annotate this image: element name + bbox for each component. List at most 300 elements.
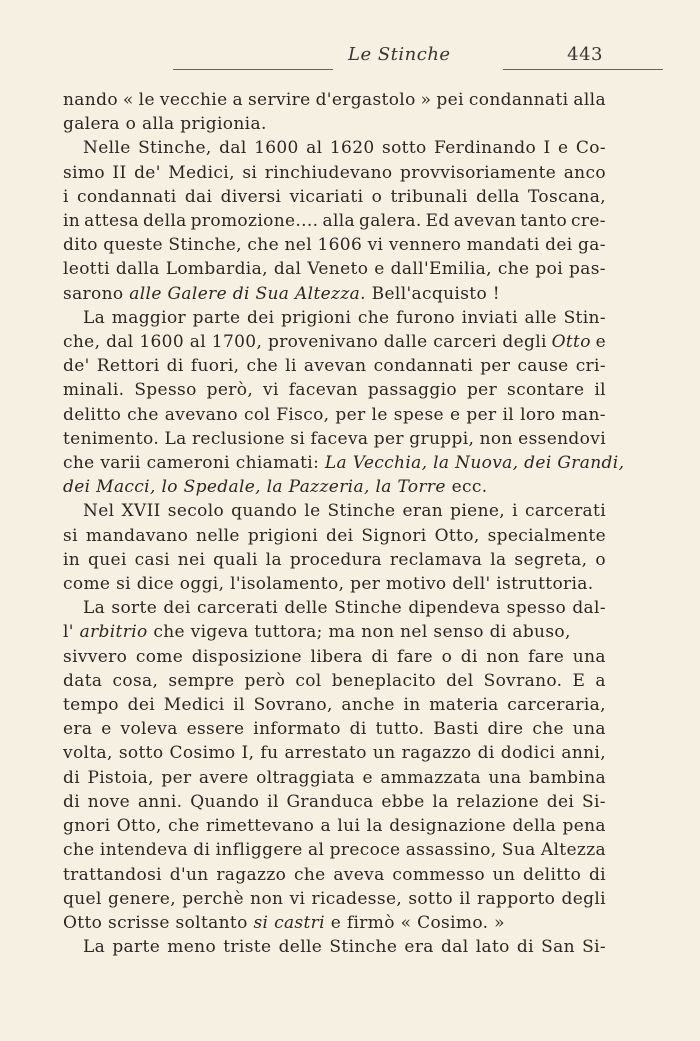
word: lui (337, 816, 361, 837)
word: le (371, 404, 388, 425)
word: si (242, 162, 258, 183)
word: Stin- (563, 307, 606, 328)
word: a (320, 816, 332, 837)
word: di (63, 767, 81, 788)
word: pas- (568, 259, 606, 280)
word: sivvero (63, 646, 128, 667)
word: vi (263, 380, 279, 401)
word: avere (198, 767, 249, 788)
word: che (246, 356, 279, 377)
text-line (63, 185, 606, 209)
word: tutto. (375, 719, 425, 740)
word: e (362, 767, 373, 788)
word: Co- (575, 138, 606, 159)
word: anche (341, 695, 395, 716)
word: dei (163, 598, 191, 619)
word: col (295, 670, 322, 691)
word: un (372, 743, 396, 764)
word: scontare (507, 380, 585, 401)
word: che (168, 816, 200, 837)
word: dei (326, 525, 354, 546)
word: Stinche (329, 937, 398, 958)
word: avevano (164, 404, 238, 425)
word: dipendeva (408, 598, 501, 619)
word: o (371, 186, 383, 207)
word: infliggere (215, 840, 303, 861)
text-line (63, 935, 606, 959)
word: inviati (461, 307, 518, 328)
word: Sua (501, 840, 536, 861)
text-line: sarono alle Galere di Sua Altezza. Bell'acquisto ! (63, 283, 500, 304)
word: carcerati (197, 598, 279, 619)
word: nei (177, 549, 206, 570)
word: rapporto (477, 888, 556, 909)
word: loro (520, 404, 556, 425)
word: essere (186, 719, 245, 740)
word: Nel (83, 501, 115, 522)
word: prigioni (247, 525, 319, 546)
word: Ed (425, 211, 450, 232)
word: di (588, 864, 606, 885)
word: in (63, 549, 81, 570)
word: Altezza (540, 840, 606, 861)
word: disposizione (191, 646, 302, 667)
word: reclusione (191, 428, 285, 449)
word: quando (231, 501, 298, 522)
word: dal- (572, 598, 606, 619)
word: di (166, 356, 184, 377)
word: tempo (63, 695, 119, 716)
word: dodici (500, 743, 556, 764)
text-line (63, 354, 606, 378)
text-line: come si dice oggi, l'isolamento, per motivo dell' istruttoria. (63, 574, 594, 595)
word: avevan (303, 356, 367, 377)
word: facevan (288, 380, 358, 401)
word: una (572, 719, 606, 740)
word: leotti (63, 259, 110, 280)
word: Sovrano. (483, 670, 563, 691)
word: Toscana, (528, 186, 606, 207)
word: della (512, 816, 557, 837)
word: reclamava (389, 549, 483, 570)
text-line (63, 378, 606, 402)
word: che (63, 840, 95, 861)
italic-text: alle Galere di Sua Altezza. (129, 283, 366, 304)
text-line (63, 838, 606, 862)
word: Granduca (286, 791, 374, 812)
word: le (138, 90, 155, 110)
word: trattandosi (63, 864, 162, 885)
text-line (63, 427, 606, 451)
word: promozione.... (190, 211, 319, 232)
word: diversi (220, 186, 282, 207)
word: Si- (582, 937, 606, 958)
word: delitto (523, 864, 582, 885)
word: i (63, 186, 69, 207)
word: « (122, 90, 134, 110)
word: Fisco, (276, 404, 330, 425)
word: Cosimo (169, 743, 236, 764)
word: Si- (581, 791, 606, 812)
word: passaggio (367, 380, 458, 401)
word: di (63, 791, 81, 812)
text-line (63, 790, 606, 814)
word: dall'Emilia, (390, 259, 492, 280)
word: come (135, 646, 184, 667)
italic-text: La Vecchia, la Nuova, dei Grandi, (324, 453, 625, 474)
word: dei (546, 791, 575, 812)
word: man- (561, 404, 606, 425)
word: furono (396, 307, 455, 328)
word: delle (278, 937, 323, 958)
word: era (404, 937, 434, 958)
word: faceva (310, 428, 369, 449)
word: per (466, 380, 498, 401)
word: la (366, 816, 383, 837)
word: nove (87, 791, 131, 812)
italic-text: Otto (551, 332, 591, 353)
word: assassino, (405, 840, 497, 861)
text-line (63, 741, 606, 765)
word: nando (63, 90, 118, 110)
text-line (63, 306, 606, 330)
word: data (63, 670, 103, 691)
text-line (63, 209, 606, 233)
word: piene, (450, 501, 506, 522)
text-line: dei Macci, lo Spedale, la Pazzeria, la Torre ecc. (63, 477, 488, 498)
word: provvisoriamente (400, 162, 557, 183)
word: II (112, 162, 127, 183)
word: fare (396, 646, 433, 667)
word: col (243, 404, 271, 425)
word: il (267, 791, 279, 812)
word: il (233, 695, 245, 716)
word: vicariati (289, 186, 364, 207)
text-line: l' arbitrio che vigeva tuttora; ma non nel senso di abuso, (63, 622, 571, 643)
word: degli (561, 888, 606, 909)
word: Stinche (327, 501, 396, 522)
word: Medici, (168, 162, 235, 183)
word: un (492, 864, 516, 885)
word: Pistoia, (87, 767, 154, 788)
word: di (349, 719, 367, 740)
italic-text: si castri (253, 912, 325, 933)
word: condannati (468, 90, 569, 110)
word: era (63, 719, 93, 740)
text-line (63, 233, 606, 257)
word: sotto (408, 888, 453, 909)
word: mandati (466, 235, 540, 256)
word: La (83, 307, 106, 328)
word: per (373, 428, 404, 449)
word: che (532, 719, 564, 740)
word: però, (206, 380, 254, 401)
word: ammazzata (380, 767, 482, 788)
word: Medici (163, 695, 225, 716)
word: oltraggiata (256, 767, 356, 788)
word: dito (63, 235, 98, 256)
word: carceraria, (507, 695, 606, 716)
text-line: Otto scrisse soltanto si castri e firmò « Cosimo. » (63, 912, 505, 933)
word: essendovi (518, 428, 606, 449)
word: che (497, 259, 530, 280)
word: della (142, 211, 187, 232)
word: cause (517, 356, 569, 377)
text-line (63, 766, 606, 790)
page-header (63, 40, 603, 80)
word: Sovrano, (253, 695, 333, 716)
text-line (63, 669, 606, 693)
word: si (290, 428, 306, 449)
text-line (63, 596, 606, 620)
word: il (502, 404, 515, 425)
word: non (479, 428, 513, 449)
word: lato (475, 937, 510, 958)
word: rinchiudevano (264, 162, 393, 183)
word: cosa, (112, 670, 159, 691)
word: poi (535, 259, 563, 280)
word: prigioni (281, 307, 352, 328)
word: gnori (63, 816, 111, 837)
word: ga- (578, 235, 606, 256)
word: triste (223, 937, 272, 958)
text-line (63, 524, 606, 548)
word: eran (402, 501, 444, 522)
word: di (516, 937, 534, 958)
header-rule-left (173, 69, 333, 70)
word: le (304, 501, 321, 522)
word: designazione (389, 816, 507, 837)
word: alla (322, 211, 355, 232)
word: vi (289, 888, 306, 909)
word: del (446, 670, 474, 691)
word: alla (573, 90, 606, 110)
text-line (63, 814, 606, 838)
word: che (293, 864, 326, 885)
word: delle (284, 598, 328, 619)
word: La (83, 937, 106, 958)
word: nelle (196, 525, 240, 546)
word: in (403, 695, 421, 716)
word: di (460, 646, 478, 667)
word: una (488, 767, 522, 788)
word: Nelle (83, 138, 131, 159)
word: ricadesse, (311, 888, 403, 909)
word: beneplacito (331, 670, 436, 691)
word: anni, (561, 743, 606, 764)
word: Rettori (96, 356, 160, 377)
word: bambina (528, 767, 606, 788)
word: segreta, (514, 549, 588, 570)
word: Otto, (434, 525, 480, 546)
word: che (357, 307, 390, 328)
text-line (63, 257, 606, 281)
word: la (432, 791, 449, 812)
word: dal (440, 937, 469, 958)
word: simo (63, 162, 105, 183)
word: materia (429, 695, 499, 716)
word: » (420, 90, 432, 110)
word: spese (393, 404, 444, 425)
body-text (63, 88, 625, 959)
word: a (595, 670, 606, 691)
word: perchè (182, 888, 244, 909)
word: cri- (575, 356, 606, 377)
word: e (374, 259, 385, 280)
word: delitto (63, 404, 122, 425)
italic-text: arbitrio (79, 622, 148, 643)
word: 1600 (254, 138, 299, 159)
word: tenimento. (63, 428, 160, 449)
word: servire (247, 90, 311, 110)
text-line (63, 717, 606, 741)
word: d'un (169, 864, 209, 885)
word: attesa (84, 211, 139, 232)
word: volta, (63, 743, 113, 764)
word: dei (545, 235, 573, 256)
word: Ferdinando (434, 138, 537, 159)
word: e (558, 138, 569, 159)
word: sotto (382, 138, 427, 159)
word: che (247, 235, 280, 256)
word: maggior (111, 307, 187, 328)
word: vecchie (159, 90, 228, 110)
word: pena (562, 816, 606, 837)
word: anni. (137, 791, 183, 812)
word: condannati (77, 186, 177, 207)
word: il (459, 888, 471, 909)
header-rule-right (503, 69, 663, 70)
word: sempre (168, 670, 235, 691)
word: Otto, (116, 816, 162, 837)
word: La (83, 598, 106, 619)
word: ragazzo (401, 743, 472, 764)
word: ebbe (381, 791, 425, 812)
word: di (477, 743, 495, 764)
word: però (244, 670, 286, 691)
word: a (232, 90, 243, 110)
word: per (480, 356, 511, 377)
word: gruppi, (409, 428, 475, 449)
word: anco (563, 162, 606, 183)
word: procedura (289, 549, 382, 570)
word: o (595, 549, 606, 570)
word: ragazzo (216, 864, 287, 885)
word: di (371, 646, 389, 667)
word: voleva (120, 719, 178, 740)
word: parte (112, 937, 161, 958)
word: queste (103, 235, 163, 256)
word: mandavano (85, 525, 189, 546)
word: quel (63, 888, 102, 909)
word: intendeva (99, 840, 188, 861)
page-number: 443 (567, 44, 603, 65)
word: la (490, 549, 507, 570)
word: de' (63, 356, 90, 377)
italic-text: dei Macci, lo Spedale, la Pazzeria, la Torre (63, 477, 446, 498)
word: e (101, 719, 112, 740)
word: Stinche, (168, 235, 242, 256)
word: e (449, 404, 461, 425)
word: sotto (118, 743, 164, 764)
word: Veneto (307, 259, 369, 280)
word: de' (134, 162, 161, 183)
word: quali (213, 549, 258, 570)
word: meno (167, 937, 217, 958)
word: 1620 (329, 138, 375, 159)
word: che (127, 404, 159, 425)
text-line: galera o alla prigionia. (63, 114, 267, 135)
text-line (63, 693, 606, 717)
word: nel (284, 235, 312, 256)
word: relazione (456, 791, 540, 812)
word: dal (219, 138, 247, 159)
word: dei (247, 307, 275, 328)
word: dei (127, 695, 156, 716)
word: di (193, 840, 211, 861)
word: fu (260, 743, 279, 764)
word: I (543, 138, 551, 159)
word: si (63, 525, 78, 546)
text-line: che varii cameroni chiamati: La Vecchia, la Nuova, dei Grandi, (63, 453, 625, 474)
text-line (63, 863, 606, 887)
word: Signori (361, 525, 427, 546)
word: secolo (167, 501, 225, 522)
word: fuori, (190, 356, 240, 377)
text-line (63, 88, 606, 112)
word: Quando (190, 791, 260, 812)
word: La (164, 428, 187, 449)
word: non (250, 888, 284, 909)
word: dai (184, 186, 213, 207)
word: dal (273, 259, 302, 280)
word: aveva (333, 864, 385, 885)
word: E (572, 670, 586, 691)
word: per (466, 404, 497, 425)
word: Stinche (334, 598, 403, 619)
word: condannati (373, 356, 474, 377)
word: alle (524, 307, 557, 328)
word: San (541, 937, 575, 958)
word: casi (134, 549, 170, 570)
word: genere, (107, 888, 176, 909)
word: Spesso (134, 380, 197, 401)
word: cre- (571, 211, 606, 232)
word: galera. (359, 211, 422, 232)
word: informato (253, 719, 341, 740)
word: i (512, 501, 518, 522)
word: quei (88, 549, 127, 570)
word: una (572, 646, 606, 667)
word: la (265, 549, 282, 570)
word: arrestato (284, 743, 367, 764)
word: commesso (392, 864, 485, 885)
word: non (486, 646, 520, 667)
word: rimettevano (205, 816, 315, 837)
word: minali. (63, 380, 125, 401)
word: parte (192, 307, 241, 328)
word: XVII (121, 501, 161, 522)
text-line (63, 645, 606, 669)
word: vennero (388, 235, 462, 256)
word: libera (310, 646, 363, 667)
text-line (63, 548, 606, 572)
word: il (594, 380, 606, 401)
word: Stinche, (138, 138, 212, 159)
word: dalla (115, 259, 160, 280)
word: vi (367, 235, 384, 256)
text-line (63, 887, 606, 911)
